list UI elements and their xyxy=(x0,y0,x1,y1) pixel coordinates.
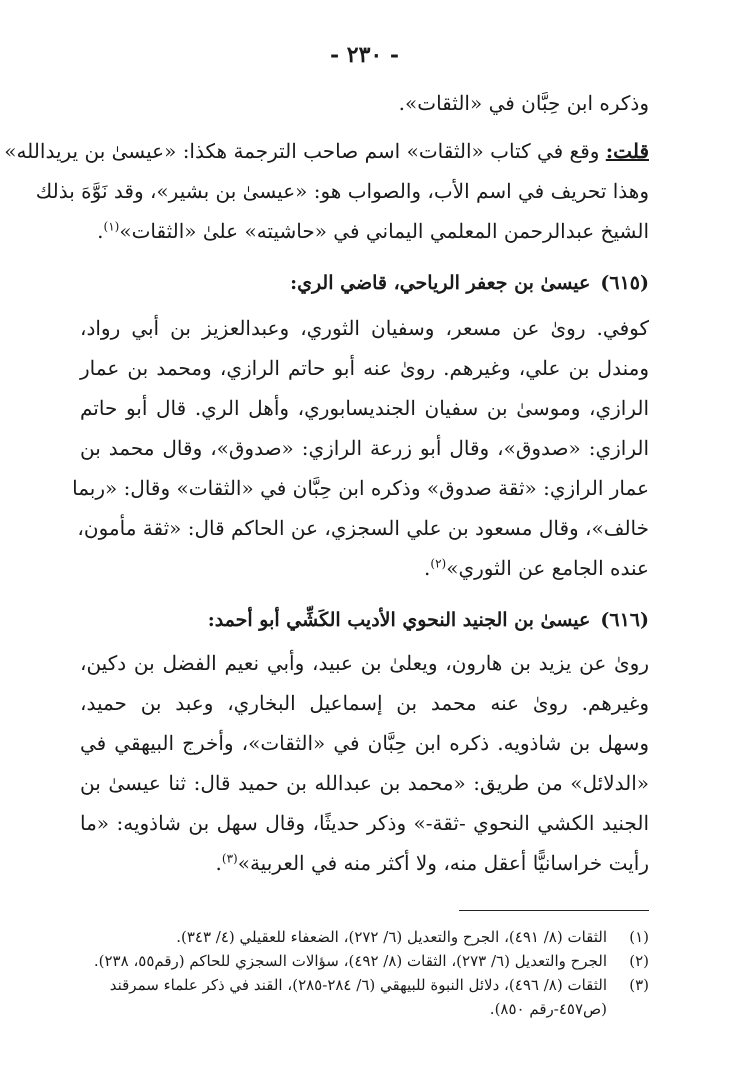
page-number: - ٢٣٠ - xyxy=(329,42,400,68)
text-line: وغيرهم. روىٰ عنه محمد بن إسماعيل البخاري، وعبد بن حميد، xyxy=(80,691,649,715)
footnote: (٣)الثقات (٨/ ٤٩٦)، دلائل النبوة للبيهقي (٦/ ٢٨٤-٢٨٥)، القند في ذكر علماء سمرقند xyxy=(109,976,649,994)
entry-title: عيسىٰ بن جعفر الرياحي، قاضي الري: xyxy=(290,272,591,294)
text-line: كوفي. روىٰ عن مسعر، وسفيان الثوري، وعبدالعزيز بن أبي رواد، xyxy=(80,316,649,340)
entry-heading xyxy=(80,605,649,635)
footnote-separator xyxy=(459,910,649,911)
text-line: الرازي: «صدوق»، وقال أبو زرعة الرازي: «صدوق»، وقال محمد بن xyxy=(80,436,649,460)
text-line: رأيت خراسانيًّا أعقل منه، ولا أكثر منه في العربية»$^{(٣)}$. xyxy=(215,851,649,875)
footnote-ref: (٣) xyxy=(221,851,238,866)
text-line: عنده الجامع عن الثوري»$^{(٢)}$. xyxy=(424,556,649,580)
footnote: (١)الثقات (٨/ ٤٩١)، الجرح والتعديل (٦/ ٢٧٢)، الضعفاء للعقيلي (٤/ ٣٤٣). xyxy=(176,928,649,946)
text-line: الرازي، وموسىٰ بن سفيان الجنديسابوري، وأهل الري. قال أبو حاتم xyxy=(80,396,649,420)
entry-title: عيسىٰ بن الجنيد النحوي الأديب الكَشِّي أبو أحمد: xyxy=(207,609,591,631)
text-line: الجنيد الكشي النحوي -ثقة-» وذكر حديثًا، وقال سهل بن شاذويه: «ما xyxy=(80,811,649,835)
footnote-ref: (١) xyxy=(103,219,120,234)
text-line: ومندل بن علي، وغيرهم. روىٰ عنه أبو حاتم الرازي، ومحمد بن عمار xyxy=(80,356,649,380)
qult-label: قلت: xyxy=(605,139,649,163)
text-line: خالف»، وقال مسعود بن علي السجزي، عن الحاكم قال: «ثقة مأمون، xyxy=(77,516,649,540)
text-line: روىٰ عن يزيد بن هارون، ويعلىٰ بن عبيد، وأبي نعيم الفضل بن دكين، xyxy=(80,651,649,675)
text-line: وذكره ابن حِبَّان في «الثقات». xyxy=(398,91,649,115)
text-line: قلت: وقع في كتاب «الثقات» اسم صاحب الترجمة هكذا: «عيسىٰ بن يريدالله» xyxy=(4,139,649,163)
footnote: (٢)الجرح والتعديل (٦/ ٢٧٣)، الثقات (٨/ ٤٩٢)، سؤالات السجزي للحاكم (رقم٥٥، ٢٣٨). xyxy=(93,952,649,970)
text-line: عمار الرازي: «ثقة صدوق» وذكره ابن حِبَّان في «الثقات» وقال: «ربما xyxy=(72,476,649,500)
entry-number: (٦١٦) xyxy=(600,609,649,631)
text-line: وسهل بن شاذويه. ذكره ابن حِبَّان في «الثقات»، وأخرج البيهقي في xyxy=(80,731,649,755)
footnote-continuation: (ص٤٥٧-رقم ٨٥٠). xyxy=(489,1000,607,1018)
text-line: وهذا تحريف في اسم الأب، والصواب هو: «عيسىٰ بن بشير»، وقد نَوَّهَ بذلك xyxy=(35,179,649,203)
entry-number: (٦١٥) xyxy=(600,272,649,294)
text-line: «الدلائل» من طريق: «محمد بن عبدالله بن حميد قال: ثنا عيسىٰ بن xyxy=(80,771,649,795)
text-line: الشيخ عبدالرحمن المعلمي اليماني في «حاشيته» علىٰ «الثقات»$^{(١)}$. xyxy=(97,219,649,243)
footnote-ref: (٢) xyxy=(430,556,447,571)
entry-heading xyxy=(80,268,649,298)
